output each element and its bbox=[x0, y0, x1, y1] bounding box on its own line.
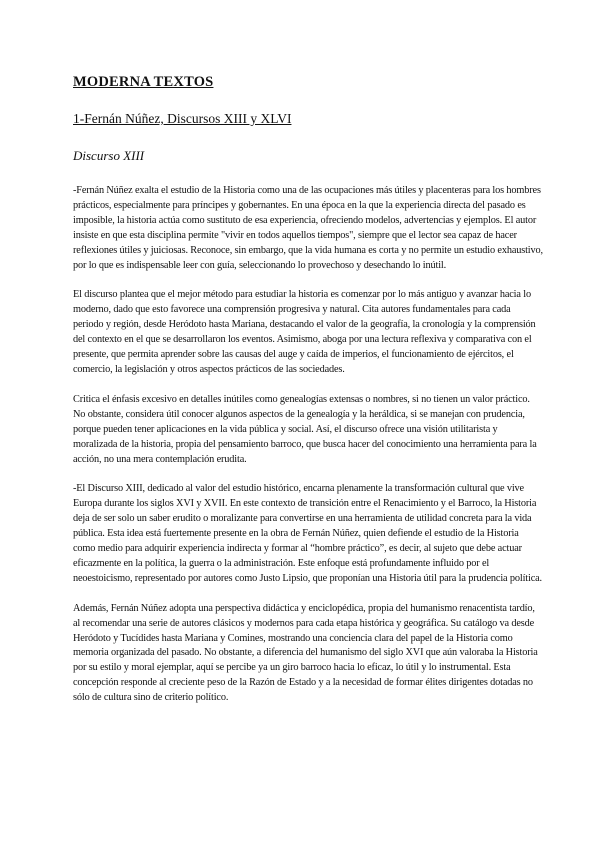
paragraph: El discurso plantea que el mejor método para estudiar la historia es comenzar por lo más antiguo y avanzar hacia lo moderno, dado que esto favorece una comprensión progresiva y natural. Cita autores fundamentales para cada periodo y región, desde Heródoto hasta Mariana, destacando el valor de la geografía, la cronología y la comprensión del contexto en el que se desarrollaron los eventos. Asimismo, aboga por una lectura reflexiva y comparativa con el presente, que permita aprender sobre las causas del auge y caída de imperios, el funcionamiento de ejércitos, el comercio, la legislación y otros aspectos prácticos de las sociedades. bbox=[73, 289, 536, 375]
document-title: MODERNA TEXTOS bbox=[73, 74, 214, 90]
subsection-title: Discurso XIII bbox=[73, 148, 145, 163]
paragraph: Además, Fernán Núñez adopta una perspectiva didáctica y enciclopédica, propia del humanismo renacentista tardío, al recomendar una serie de autores clásicos y modernos para cada etapa histórica y geográfica. Su catálogo va desde Heródoto y Tucídides hasta Mariana y Comines, mostrando una conciencia clara del papel de la Historia como memoria organizada del pasado. No obstante, a diferencia del humanismo del siglo XVI que aún valoraba la Historia por su estilo y moral ejemplar, aquí se percibe ya un giro barroco hacia lo eficaz, lo útil y lo instrumental. Esta concepción responde al creciente peso de la Razón de Estado y a la necesidad de formar élites dirigentes dotadas no sólo de cultura sino de criterio político. bbox=[73, 602, 538, 704]
paragraph: Critica el énfasis excesivo en detalles inútiles como genealogías extensas o nombres, si no tienen un valor práctico. No obstante, considera útil conocer algunos aspectos de la genealogía y la heráldica, si se manejan con prudencia, porque pueden tener aplicaciones en la vida pública y social. Así, el discurso ofrece una visión utilitarista y moralizada de la historia, propia del pensamiento barroco, que busca hacer del conocimiento una herramienta para la acción, no una mera contemplación erudita. bbox=[73, 393, 537, 465]
section-title: 1-Fernán Núñez, Discursos XIII y XLVI bbox=[73, 111, 292, 126]
paragraph: -El Discurso XIII, dedicado al valor del estudio histórico, encarna plenamente la transformación cultural que vive Europa durante los siglos XVI y XVII. En este contexto de transición entre el Renacimiento y el Barroco, la Historia deja de ser solo un saber erudito o moralizante para convertirse en una herramienta de utilidad concreta para la vida pública. Esta idea está fuertemente presente en la obra de Fernán Núñez, quien defiende el estudio de la Historia como medio para adquirir experiencia indirecta y formar al “hombre práctico”, es decir, al sujeto que debe actuar eficazmente en la política, la guerra o la administración. Este enfoque está profundamente influido por el neoestoicismo, representado por autores como Justo Lipsio, que proponían una Historia útil para la prudencia política. bbox=[73, 483, 542, 584]
paragraph: -Fernán Núñez exalta el estudio de la Historia como una de las ocupaciones más útiles y placenteras para los hombres prácticos, especialmente para príncipes y gobernantes. En una época en la que la experiencia directa del pasado es imposible, la historia actúa como sustituto de esa experiencia, ofreciendo modelos, advertencias y ejemplos. El autor insiste en que esta disciplina permite "vivir en todos aquellos tiempos", siempre que el lector sea capaz de hacer reflexiones útiles y juiciosas. Reconoce, sin embargo, que la vida humana es corta y no permite un estudio exhaustivo, por lo que es indispensable leer con guía, seleccionando lo provechoso y desechando lo inútil. bbox=[73, 185, 543, 271]
document-body bbox=[73, 72, 543, 706]
